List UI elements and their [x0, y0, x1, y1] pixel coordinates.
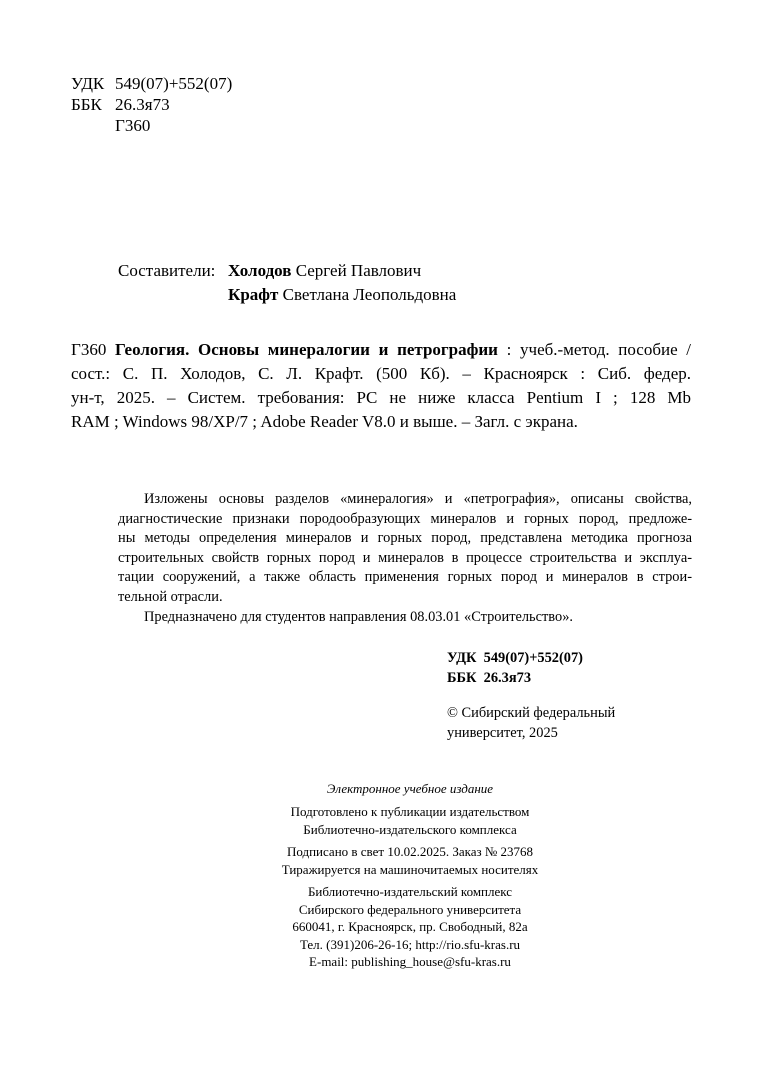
- compiler-1-name: Сергей Павлович: [295, 261, 422, 280]
- bib-line-1: [71, 338, 691, 362]
- publisher-email: E-mail: publishing_house@sfu-kras.ru: [309, 954, 511, 969]
- footer-udk: УДК 549(07)+552(07): [447, 650, 583, 666]
- bbk-line: [71, 94, 232, 115]
- copyright-line-2: университет, 2025: [447, 725, 558, 741]
- bib-title: Геология. Основы минералогии и петрографии: [115, 340, 498, 359]
- bbk-value: 26.3я73: [115, 95, 170, 114]
- abstract-line: строительных свойств горных пород и минералов в процессе строительства и эксплуа-: [118, 549, 692, 566]
- signed-line: Подписано в свет 10.02.2025. Заказ № 23768: [286, 844, 534, 859]
- codes-footer: [447, 648, 583, 688]
- prepared-line-1: Подготовлено к публикации издательством: [290, 804, 530, 819]
- copyright-notice: [447, 703, 615, 743]
- bib-line-2: сост.: С. П. Холодов, С. Л. Крафт. (500 Кб). – Красноярск : Сиб. федер.: [71, 364, 691, 383]
- compiler-2-name: Светлана Леопольдовна: [282, 285, 457, 304]
- compilers-block: [118, 259, 456, 307]
- imprint-edition-type: [180, 780, 640, 798]
- publisher-phone: Тел. (391)206-26-16; http://rio.sfu-kras.ru: [299, 936, 521, 952]
- bibliographic-entry: [71, 338, 691, 434]
- bbk-label: ББК: [71, 95, 102, 114]
- publisher-line-2: Сибирского федерального университета: [298, 901, 522, 917]
- imprint-publisher: [180, 883, 640, 971]
- publisher-address: 660041, г. Красноярск, пр. Свободный, 82а: [292, 919, 528, 934]
- compiler-1-surname: Холодов: [228, 261, 292, 280]
- prepared-line-2: Библиотечно-издательского комплекса: [303, 821, 517, 837]
- abstract-line: диагностические признаки породообразующих минералов и горных пород, предложе-: [118, 510, 692, 527]
- abstract-line: тельной отрасли.: [118, 588, 223, 605]
- bib-line-4: RAM ; Windows 98/XP/7 ; Adobe Reader V8.0 и выше. – Загл. с экрана.: [71, 412, 578, 431]
- edition-type: Электронное учебное издание: [326, 781, 494, 796]
- abstract-line: ны методы определения минералов и горных пород, представлена методика прогноза: [118, 530, 692, 546]
- compiler-2-surname: Крафт: [228, 285, 279, 304]
- abstract-line: Изложены основы разделов «минералогия» и «петрография», описаны свойства,: [144, 491, 692, 507]
- abstract-purpose: Предназначено для студентов направления 08.03.01 «Строительство».: [144, 609, 573, 625]
- bib-line-3: ун-т, 2025. – Систем. требования: PC не ниже класса Pentium I ; 128 Mb: [71, 388, 691, 407]
- compiler-line-2: [118, 283, 456, 307]
- author-mark: Г360: [115, 116, 151, 135]
- udk-line: [71, 73, 232, 94]
- copyright-line-1: © Сибирский федеральный: [447, 705, 616, 721]
- bib-line-1-rest: : учеб.-метод. пособие /: [506, 340, 692, 359]
- imprint-prepared: [180, 803, 640, 838]
- abstract-line: тации сооружений, а также область применения горных пород и минералов в строи-: [118, 569, 692, 585]
- compiler-line-1: [118, 259, 456, 283]
- imprint-signed: [180, 843, 640, 878]
- footer-bbk: ББК 26.3я73: [447, 670, 532, 686]
- replicated-line: Тиражируется на машиночитаемых носителях: [281, 861, 539, 877]
- bib-mark: Г360: [71, 340, 107, 359]
- compilers-label: Составители:: [118, 261, 216, 280]
- publisher-line-1: Библиотечно-издательский комплекс: [307, 884, 513, 899]
- author-mark-line: [71, 115, 232, 136]
- udk-label: УДК: [71, 74, 105, 93]
- udk-value: 549(07)+552(07): [115, 74, 233, 93]
- classification-block: [71, 73, 232, 136]
- abstract: [118, 490, 692, 628]
